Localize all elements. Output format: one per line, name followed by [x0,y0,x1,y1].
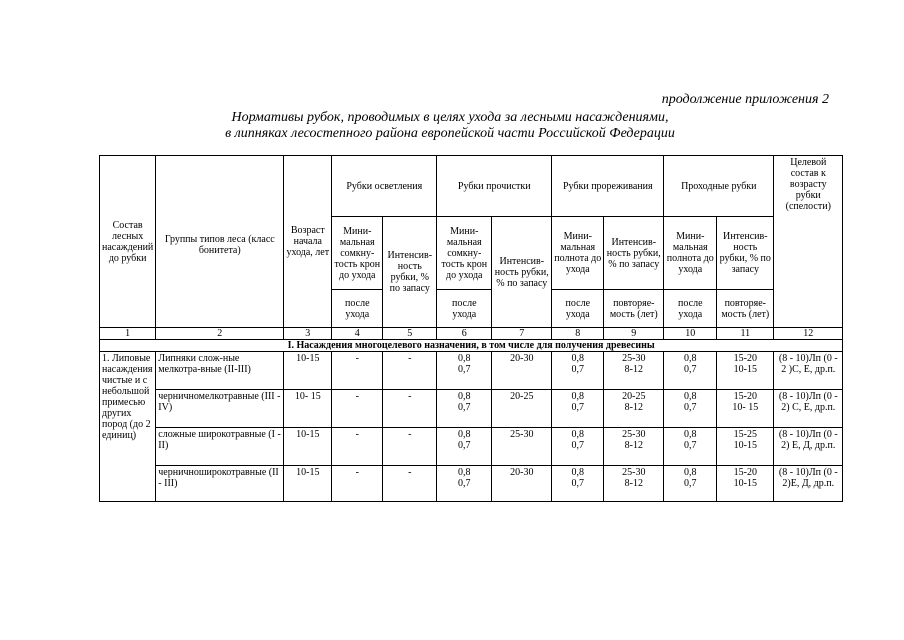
cell: 0,8 0,7 [437,390,492,428]
cell: - [332,352,383,390]
appendix-label: продолжение приложения 2 [661,92,829,107]
table-row [100,390,843,428]
header-clarification: Рубки осветления [332,156,437,217]
cell: 0,8 0,7 [552,466,604,502]
cell: 25-30 [492,428,552,466]
header-age: Возраст начала ухода, лет [284,156,332,328]
subheader-intensity: Интенсив-ность рубки, % по запасу [717,217,774,290]
cell: - [332,428,383,466]
header-passage: Проходные рубки [664,156,774,217]
cell: 20-30 [492,466,552,502]
cell: - [383,390,437,428]
cell: 0,8 0,7 [437,352,492,390]
cell: 25-30 8-12 [604,428,664,466]
cell: 0,8 0,7 [552,390,604,428]
column-number: 9 [604,328,664,340]
cell: 15-20 10- 15 [717,390,774,428]
subheader-min-closure: Мини-мальная сомкну-тость крон до ухода [437,217,492,290]
cell: 15-25 10-15 [717,428,774,466]
subheader-after-care: после ухода [552,290,604,328]
forest-group-cell: Липняки слож-ные мелкотра-вные (II-III) [156,352,284,390]
document-title-line-2: в липняках лесостепного района европейской части Российской Федерации [225,126,675,141]
cell: - [332,466,383,502]
norms-table [99,155,843,502]
column-number-row [100,328,843,340]
column-number: 8 [552,328,604,340]
subheader-after-care: после ухода [437,290,492,328]
column-number: 12 [774,328,843,340]
subheader-min-density: Мини-мальная полнота до ухода [664,217,717,290]
forest-group-cell: черничноширокотравные (II - III) [156,466,284,502]
subheader-repeat: повторяе-мость (лет) [604,290,664,328]
target-composition-cell: (8 - 10)Лп (0 - 2) Е, Д, др.п. [774,428,843,466]
cell: 20-25 8-12 [604,390,664,428]
age-cell: 10- 15 [284,390,332,428]
header-thinning: Рубки прореживания [552,156,664,217]
target-composition-cell: (8 - 10)Лп (0 - 2) С, Е, др.п. [774,390,843,428]
cell: 0,8 0,7 [552,352,604,390]
cell: 15-20 10-15 [717,352,774,390]
column-number: 5 [383,328,437,340]
cell: - [332,390,383,428]
cell: 0,8 0,7 [664,466,717,502]
cell: 0,8 0,7 [437,466,492,502]
cell: 0,8 0,7 [664,352,717,390]
cell: 0,8 0,7 [664,390,717,428]
subheader-after-care: после ухода [664,290,717,328]
composition-cell: 1. Липовые насаждения чистые и с небольшой примесью других пород (до 2 единиц) [100,352,156,502]
cell: - [383,428,437,466]
header-forest-groups: Группы типов леса (класс бонитета) [156,156,284,328]
cell: 0,8 0,7 [437,428,492,466]
header-composition: Состав лесных насаждений до рубки [100,156,156,328]
cell: 20-25 [492,390,552,428]
column-number: 10 [664,328,717,340]
document-title-line-1: Нормативы рубок, проводимых в целях ухода за лесными насаждениями, [231,110,669,125]
section-title: I. Насаждения многоцелевого назначения, в том числе для получения древесины [100,340,843,352]
column-number: 4 [332,328,383,340]
subheader-after-care: после ухода [332,290,383,328]
column-number: 3 [284,328,332,340]
column-number: 7 [492,328,552,340]
age-cell: 10-15 [284,352,332,390]
column-number: 6 [437,328,492,340]
cell: 0,8 0,7 [664,428,717,466]
subheader-min-closure: Мини-мальная сомкну-тость крон до ухода [332,217,383,290]
forest-group-cell: сложные широкотравные (I - II) [156,428,284,466]
cell: 25-30 8-12 [604,466,664,502]
cell: 15-20 10-15 [717,466,774,502]
column-number: 2 [156,328,284,340]
column-number: 1 [100,328,156,340]
header-target-composition: Целевой состав к возрасту рубки (спелости) [774,156,843,328]
target-composition-cell: (8 - 10)Лп (0 - 2 )С, Е, др.п. [774,352,843,390]
target-composition-cell: (8 - 10)Лп (0 - 2)Е, Д, др.п. [774,466,843,502]
table-row [100,352,843,390]
cell: 0,8 0,7 [552,428,604,466]
cell: - [383,466,437,502]
table-row [100,428,843,466]
age-cell: 10-15 [284,428,332,466]
table-row [100,466,843,502]
subheader-intensity: Интенсив-ность рубки, % по запасу [492,217,552,328]
subheader-intensity: Интенсив-ность рубки, % по запасу [383,217,437,328]
subheader-min-density: Мини-мальная полнота до ухода [552,217,604,290]
subheader-repeat: повторяе-мость (лет) [717,290,774,328]
subheader-intensity: Интенсив-ность рубки, % по запасу [604,217,664,290]
forest-group-cell: черничномелкотравные (III - IV) [156,390,284,428]
age-cell: 10-15 [284,466,332,502]
column-number: 11 [717,328,774,340]
cell: 25-30 8-12 [604,352,664,390]
header-cleaning: Рубки прочистки [437,156,552,217]
cell: - [383,352,437,390]
cell: 20-30 [492,352,552,390]
